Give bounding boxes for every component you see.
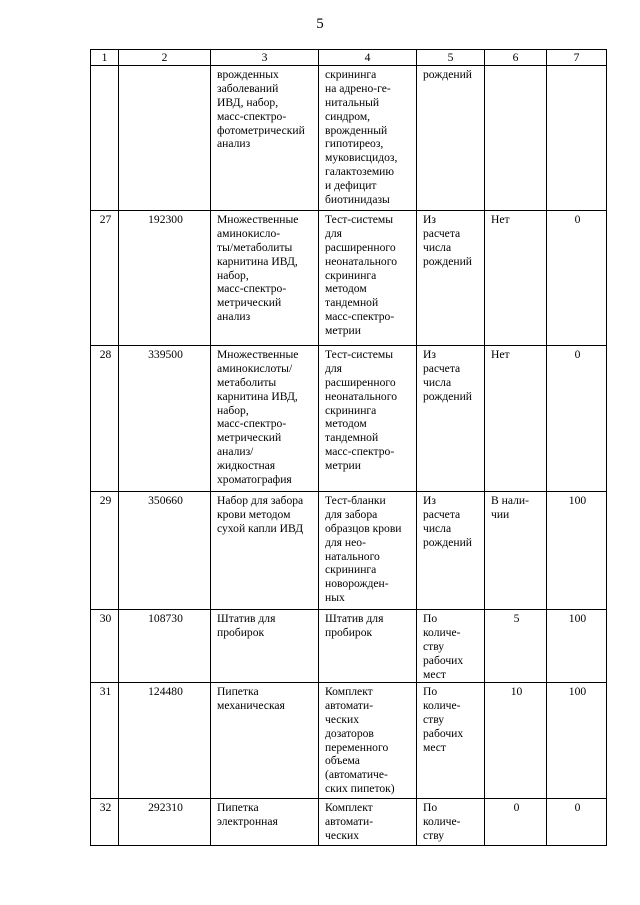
description-cell	[319, 345, 417, 491]
description-cell-line: для забора	[325, 507, 378, 521]
name-cell-line: Пипетка	[217, 800, 259, 814]
description-cell-line: скрининга	[325, 403, 377, 417]
description-cell-line: Комплект	[325, 684, 373, 698]
availability-cell-line: чии	[491, 507, 510, 521]
description-cell-line: Тест-бланки	[325, 493, 386, 507]
description-cell-line: ческих	[325, 712, 360, 726]
name-cell	[211, 210, 319, 345]
name-cell-line: карнитина ИВД,	[217, 389, 298, 403]
description-cell-line: биотинидазы	[325, 193, 390, 207]
description-cell-line: гипотиреоз,	[325, 137, 384, 151]
calculation-cell-line: ству	[423, 639, 445, 653]
description-cell-line: на адрено-ге-	[325, 81, 391, 95]
name-cell-line: механическая	[217, 698, 285, 712]
calculation-cell	[417, 345, 485, 491]
description-cell-line: расширенного	[325, 375, 396, 389]
description-cell-line: объема	[325, 754, 360, 768]
name-cell-line: Множественные	[217, 347, 299, 361]
row-number-cell: 31	[91, 682, 119, 798]
availability-cell	[485, 210, 547, 345]
table-row	[91, 682, 607, 798]
description-cell-line: методом	[325, 417, 367, 431]
calculation-cell-line: ству	[423, 828, 445, 842]
description-cell	[319, 609, 417, 682]
name-cell-line: метрический	[217, 296, 282, 310]
availability-cell-line: 0	[513, 800, 520, 814]
description-cell-line: тандемной	[325, 296, 379, 310]
description-cell-line: Тест-системы	[325, 347, 393, 361]
description-cell-line: новорожден-	[325, 577, 389, 591]
description-cell-line: переменного	[325, 740, 389, 754]
table-header-row	[91, 50, 607, 66]
calculation-cell-line: рождений	[423, 389, 472, 403]
calculation-cell	[417, 65, 485, 210]
column-header: 6	[485, 50, 547, 66]
description-cell	[319, 491, 417, 609]
name-cell	[211, 798, 319, 845]
calculation-cell-line: мест	[423, 740, 446, 754]
calculation-cell-line: рождений	[423, 254, 472, 268]
quantity-cell: 0	[547, 345, 607, 491]
table-row	[91, 491, 607, 609]
description-cell-line: синдром,	[325, 109, 371, 123]
description-cell-line: тандемной	[325, 431, 379, 445]
name-cell-line: электронная	[217, 814, 278, 828]
quantity-cell: 100	[547, 491, 607, 609]
quantity-cell: 100	[547, 682, 607, 798]
calculation-cell-line: Из	[423, 347, 436, 361]
name-cell-line: карнитина ИВД,	[217, 254, 298, 268]
calculation-cell-line: рождений	[423, 67, 472, 81]
description-cell-line: скрининга	[325, 67, 377, 81]
name-cell-line: масс-спектро-	[217, 417, 287, 431]
availability-cell-line: В нали-	[491, 493, 529, 507]
availability-cell	[485, 609, 547, 682]
availability-cell	[485, 682, 547, 798]
description-cell-line: Штатив для	[325, 611, 384, 625]
availability-cell	[485, 491, 547, 609]
availability-cell	[485, 798, 547, 845]
name-cell-line: масс-спектро-	[217, 282, 287, 296]
description-cell-line: ческих	[325, 828, 360, 842]
row-number-cell: 27	[91, 210, 119, 345]
name-cell	[211, 65, 319, 210]
column-header: 2	[119, 50, 211, 66]
calculation-cell-line: Из	[423, 212, 436, 226]
description-cell-line: автомати-	[325, 814, 374, 828]
table-row	[91, 798, 607, 845]
description-cell-line: Тест-системы	[325, 212, 393, 226]
name-cell-line: ИВД, набор,	[217, 95, 279, 109]
name-cell-line: аминокисло-	[217, 226, 281, 240]
row-number-cell: 28	[91, 345, 119, 491]
equipment-table	[90, 49, 607, 846]
row-number-cell: 29	[91, 491, 119, 609]
column-header: 1	[91, 50, 119, 66]
calculation-cell-line: По	[423, 800, 438, 814]
page-number: 5	[316, 16, 324, 32]
description-cell-line: и дефицит	[325, 179, 377, 193]
calculation-cell-line: количе-	[423, 814, 461, 828]
description-cell-line: (автоматиче-	[325, 768, 388, 782]
column-header: 7	[547, 50, 607, 66]
description-cell-line: Комплект	[325, 800, 373, 814]
code-cell: 192300	[119, 210, 211, 345]
description-cell-line: нитальный	[325, 95, 380, 109]
calculation-cell	[417, 682, 485, 798]
description-cell-line: метрии	[325, 459, 361, 473]
name-cell-line: врожденных	[217, 67, 279, 81]
calculation-cell	[417, 210, 485, 345]
description-cell-line: масс-спектро-	[325, 310, 395, 324]
description-cell-line: метрии	[325, 324, 361, 338]
code-cell	[119, 65, 211, 210]
description-cell-line: ных	[325, 591, 345, 605]
table-body	[91, 50, 607, 846]
calculation-cell-line: рабочих	[423, 726, 464, 740]
column-header: 3	[211, 50, 319, 66]
calculation-cell-line: числа	[423, 240, 452, 254]
calculation-cell-line: числа	[423, 375, 452, 389]
description-cell-line: врожденный	[325, 123, 388, 137]
description-cell-line: натального	[325, 549, 380, 563]
calculation-cell-line: расчета	[423, 361, 461, 375]
availability-cell	[485, 65, 547, 210]
table-row	[91, 345, 607, 491]
name-cell-line: пробирок	[217, 625, 265, 639]
description-cell	[319, 798, 417, 845]
description-cell-line: автомати-	[325, 698, 374, 712]
name-cell-line: аминокислоты/	[217, 361, 293, 375]
calculation-cell-line: мест	[423, 667, 446, 681]
description-cell-line: для	[325, 361, 343, 375]
name-cell	[211, 682, 319, 798]
description-cell-line: для нео-	[325, 535, 366, 549]
name-cell-line: Набор для забора	[217, 493, 304, 507]
code-cell: 339500	[119, 345, 211, 491]
row-number-cell: 32	[91, 798, 119, 845]
calculation-cell-line: рабочих	[423, 653, 464, 667]
description-cell-line: дозаторов	[325, 726, 374, 740]
name-cell-line: ты/метаболиты	[217, 240, 293, 254]
name-cell-line: заболеваний	[217, 81, 279, 95]
name-cell-line: сухой капли ИВД	[217, 521, 304, 535]
name-cell	[211, 609, 319, 682]
name-cell-line: хроматография	[217, 473, 292, 487]
name-cell-line: метаболиты	[217, 375, 277, 389]
availability-cell-line: Нет	[491, 347, 510, 361]
calculation-cell-line: рождений	[423, 535, 472, 549]
calculation-cell	[417, 491, 485, 609]
description-cell-line: скрининга	[325, 268, 377, 282]
calculation-cell-line: По	[423, 684, 438, 698]
table-row	[91, 65, 607, 210]
calculation-cell-line: количе-	[423, 698, 461, 712]
name-cell-line: анализ	[217, 137, 251, 151]
description-cell	[319, 210, 417, 345]
calculation-cell-line: количе-	[423, 625, 461, 639]
row-number-cell: 30	[91, 609, 119, 682]
description-cell-line: пробирок	[325, 625, 373, 639]
quantity-cell: 100	[547, 609, 607, 682]
name-cell-line: масс-спектро-	[217, 109, 287, 123]
quantity-cell: 0	[547, 798, 607, 845]
code-cell: 124480	[119, 682, 211, 798]
calculation-cell-line: Из	[423, 493, 436, 507]
name-cell-line: жидкостная	[217, 459, 276, 473]
quantity-cell: 0	[547, 210, 607, 345]
name-cell-line: метрический	[217, 431, 282, 445]
table-row	[91, 609, 607, 682]
availability-cell	[485, 345, 547, 491]
description-cell-line: скрининга	[325, 563, 377, 577]
description-cell-line: расширенного	[325, 240, 396, 254]
description-cell-line: неонатального	[325, 254, 397, 268]
name-cell	[211, 345, 319, 491]
availability-cell-line: 10	[510, 684, 523, 698]
description-cell-line: масс-спектро-	[325, 445, 395, 459]
calculation-cell-line: ству	[423, 712, 445, 726]
column-header: 5	[417, 50, 485, 66]
name-cell-line: Множественные	[217, 212, 299, 226]
name-cell-line: набор,	[217, 403, 249, 417]
calculation-cell	[417, 798, 485, 845]
quantity-cell	[547, 65, 607, 210]
description-cell-line: образцов крови	[325, 521, 402, 535]
description-cell-line: ских пипеток)	[325, 782, 395, 796]
name-cell-line: анализ	[217, 310, 251, 324]
calculation-cell-line: числа	[423, 521, 452, 535]
description-cell	[319, 65, 417, 210]
calculation-cell-line: По	[423, 611, 438, 625]
table-row	[91, 210, 607, 345]
description-cell-line: неонатального	[325, 389, 397, 403]
description-cell-line: для	[325, 226, 343, 240]
description-cell-line: муковисцидоз,	[325, 151, 398, 165]
calculation-cell-line: расчета	[423, 226, 461, 240]
name-cell-line: Штатив для	[217, 611, 276, 625]
name-cell	[211, 491, 319, 609]
code-cell: 292310	[119, 798, 211, 845]
name-cell-line: крови методом	[217, 507, 291, 521]
row-number-cell	[91, 65, 119, 210]
name-cell-line: Пипетка	[217, 684, 259, 698]
description-cell	[319, 682, 417, 798]
name-cell-line: набор,	[217, 268, 249, 282]
code-cell: 108730	[119, 609, 211, 682]
name-cell-line: анализ/	[217, 445, 254, 459]
availability-cell-line: 5	[513, 611, 520, 625]
description-cell-line: методом	[325, 282, 367, 296]
column-header: 4	[319, 50, 417, 66]
code-cell: 350660	[119, 491, 211, 609]
availability-cell-line: Нет	[491, 212, 510, 226]
name-cell-line: фотометрический	[217, 123, 305, 137]
description-cell-line: галактоземию	[325, 165, 395, 179]
calculation-cell	[417, 609, 485, 682]
calculation-cell-line: расчета	[423, 507, 461, 521]
